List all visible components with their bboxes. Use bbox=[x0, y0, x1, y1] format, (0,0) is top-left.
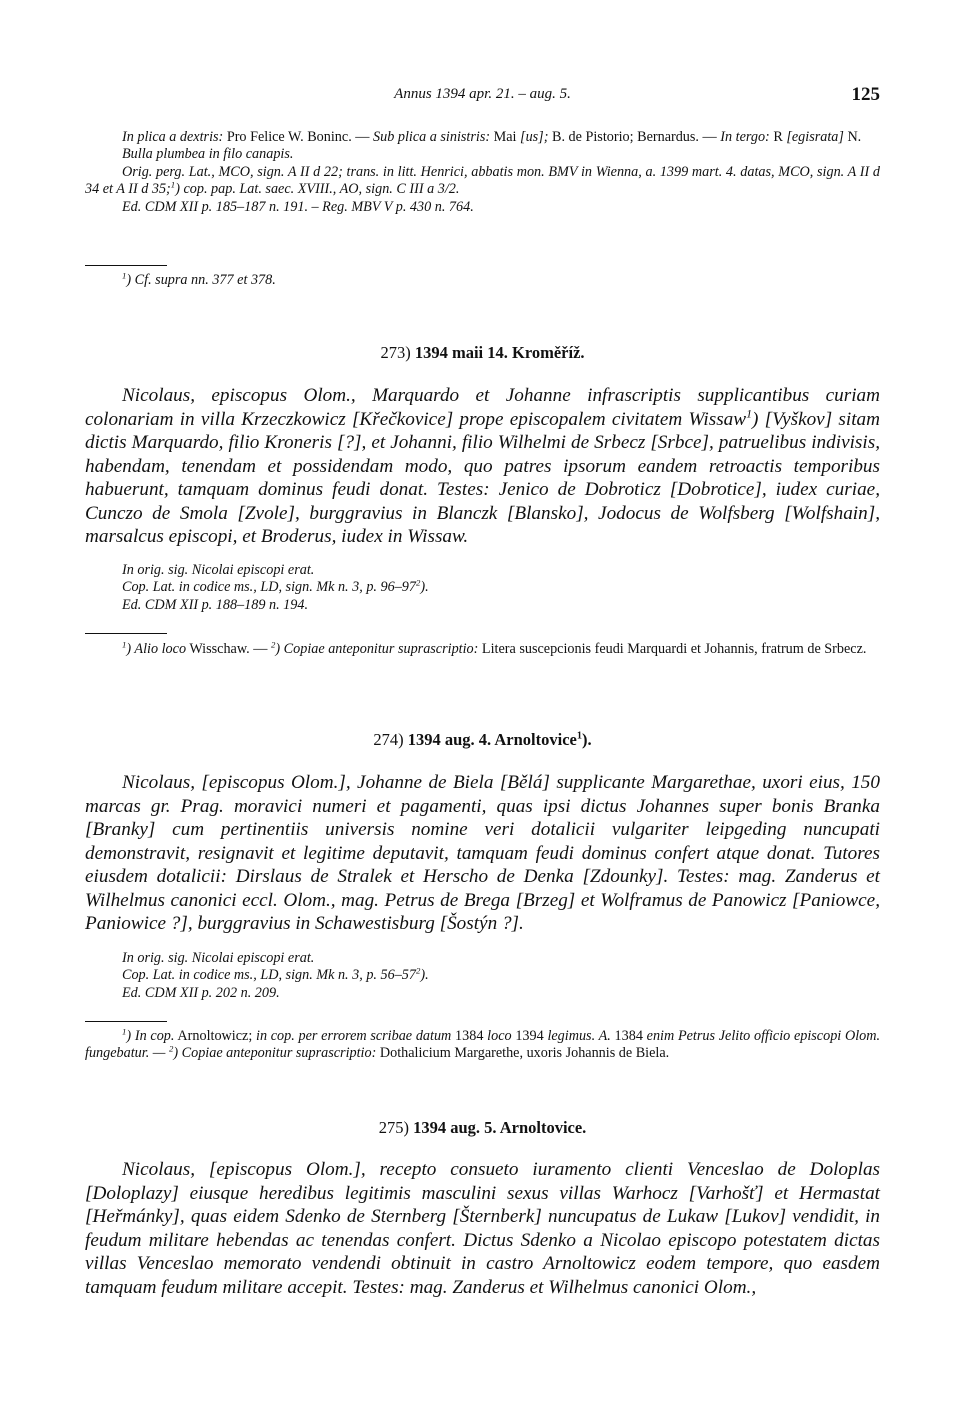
previous-entry-apparatus bbox=[85, 129, 880, 216]
entry-273-heading: 273) 1394 maii 14. Kroměříž. bbox=[380, 343, 585, 362]
entry-274-text: Nicolaus, [episcopus Olom.], Johanne de Biela [Bělá] supplicante Margarethae, uxori eius, 150 marcas gr. Prag. moravici numeri et pagamenti, quas ipsi dictus Johannes super bonis Branka [Branky] cum pertinentiis universis nomine veri dotalicii vulgariter leipgeding nuncupati demonstravit, resignavit et legitime deputavit, tamquam feudi dominus confert atque donat. Tutores eiusdem dotalicii: Dirslaus de Stralek et Herscho de Denka [Zdounky]. Testes: mag. Zanderus et Wilhelmus canonici eccl. Olom., mag. Petrus de Brega [Brzeg] et Wolframus de Panowicz [Paniowce, Paniowice ?], burggravius in Schawestisburg [Šostýn ?]. bbox=[85, 772, 880, 934]
entry-274-footnotes: $^1$) In cop. Arnoltowicz; in cop. per errorem scribae datum 1384 loco 1394 legimus. A. 1384 enim Petrus Jelito officio episcopi Olom. fungebatur. — $^2$) Copiae anteponitur suprascriptio: Dothalicium Margarethe, uxoris Johannis de Biela. bbox=[85, 1026, 881, 1062]
plica-note: In plica a dextris: Pro Felice W. Boninc. — Sub plica a sinistris: Mai [us]; B. de Pistorio; Bernardus. — In tergo: R [egisrata] N. bbox=[122, 129, 862, 145]
footnote-rule bbox=[85, 633, 167, 634]
entry-274-heading: 274) 1394 aug. 4. Arnoltovice$^1$). bbox=[373, 730, 592, 749]
entry-273-text: Nicolaus, episcopus Olom., Marquardo et Johanne infrascriptis supplicantibus curiam colonariam in villa Krzeczkowicz [Křečkovice] prope episcopalem civitatem Wissaw$^1$) [Vyškov] sitam dictis Marquardo, filio Kroneris [?], et Johanni, filio Wilhelmi de Srbecz [Srbce], patruelibus indivisis, habendam, tenendam et possidendam modo, quo patres ipsorum eandem retroactis temporibus habuerunt, tamquam dominus feudi donat. Testes: Jenico de Dobroticz [Dobrotice], iudex curiae, Cunczo de Smola [Zvole], burggravius in Blanczk [Blansko], Jodocus de Wolfsberg [Wolfshain], marsalcus episcopi, et Broderus, iudex in Wissaw. bbox=[85, 385, 880, 547]
footnote-rule bbox=[85, 265, 167, 266]
running-head bbox=[85, 86, 880, 108]
footnote-rule bbox=[85, 1021, 167, 1022]
entry-275-text: Nicolaus, [episcopus Olom.], recepto consueto iuramento clienti Venceslao de Doloplas [Doloplazy] eiusque heredibus legitimis masculini sexus villas Warhocz [Varhošť] et Hermastat [Heřmánky], quas eidem Sdenko de Sternberg [Šternberk] nuncupatus de Lukaw [Lukov] vendidit, in feudum militare hebendas ac tenendas confert. Dictus Sdenko a Nicolao episcopo potestatem dictas villas Venceslao memorato vendendi obtinuit in castro Arnoltowicz eodem tempore, quo easdem tamquam feudum militare accepit. Testes: mag. Zanderus et Wilhelmus canonici Olom., bbox=[85, 1159, 880, 1298]
running-title: Annus 1394 apr. 21. – aug. 5. bbox=[394, 86, 571, 102]
entry-273-apparatus: In orig. sig. Nicolai episcopi erat. Cop. Lat. in codice ms., LD, sign. Mk n. 3, p. $96-97^2$). Ed. CDM XII p. 188–189 n. 194. bbox=[122, 562, 429, 613]
footnote-prev: $^1$) Cf. supra nn. 377 et 378. bbox=[122, 270, 276, 288]
entry-274-apparatus: In orig. sig. Nicolai episcopi erat. Cop. Lat. in codice ms., LD, sign. Mk n. 3, p. $56-57^2$). Ed. CDM XII p. 202 n. 209. bbox=[122, 950, 429, 1001]
entry-273-footnotes: $^1$) Alio loco Wisschaw. — $^2$) Copiae anteponitur suprascriptio: Litera suscepcionis feudi Marquardi et Johannis, fratrum de Srbecz. bbox=[122, 639, 867, 657]
page-number: 125 bbox=[851, 84, 880, 105]
entry-275-heading: 275) 1394 aug. 5. Arnoltovice. bbox=[378, 1118, 587, 1137]
original-note: Orig. perg. Lat., MCO, sign. A II d 22; trans. in litt. Henrici, abbatis mon. BMV in Wienna, a. 1399 mart. 4. datas, MCO, sign. A II d 34 et A II d 35;$^1$) cop. pap. Lat. saec. XVIII., AO, sign. C III a 3/2. bbox=[85, 163, 880, 198]
edition-note: Ed. CDM XII p. 185–187 n. 191. – Reg. MBV V p. 430 n. 764. bbox=[122, 198, 474, 215]
bulla-note: Bulla plumbea in filo canapis. bbox=[122, 146, 294, 163]
